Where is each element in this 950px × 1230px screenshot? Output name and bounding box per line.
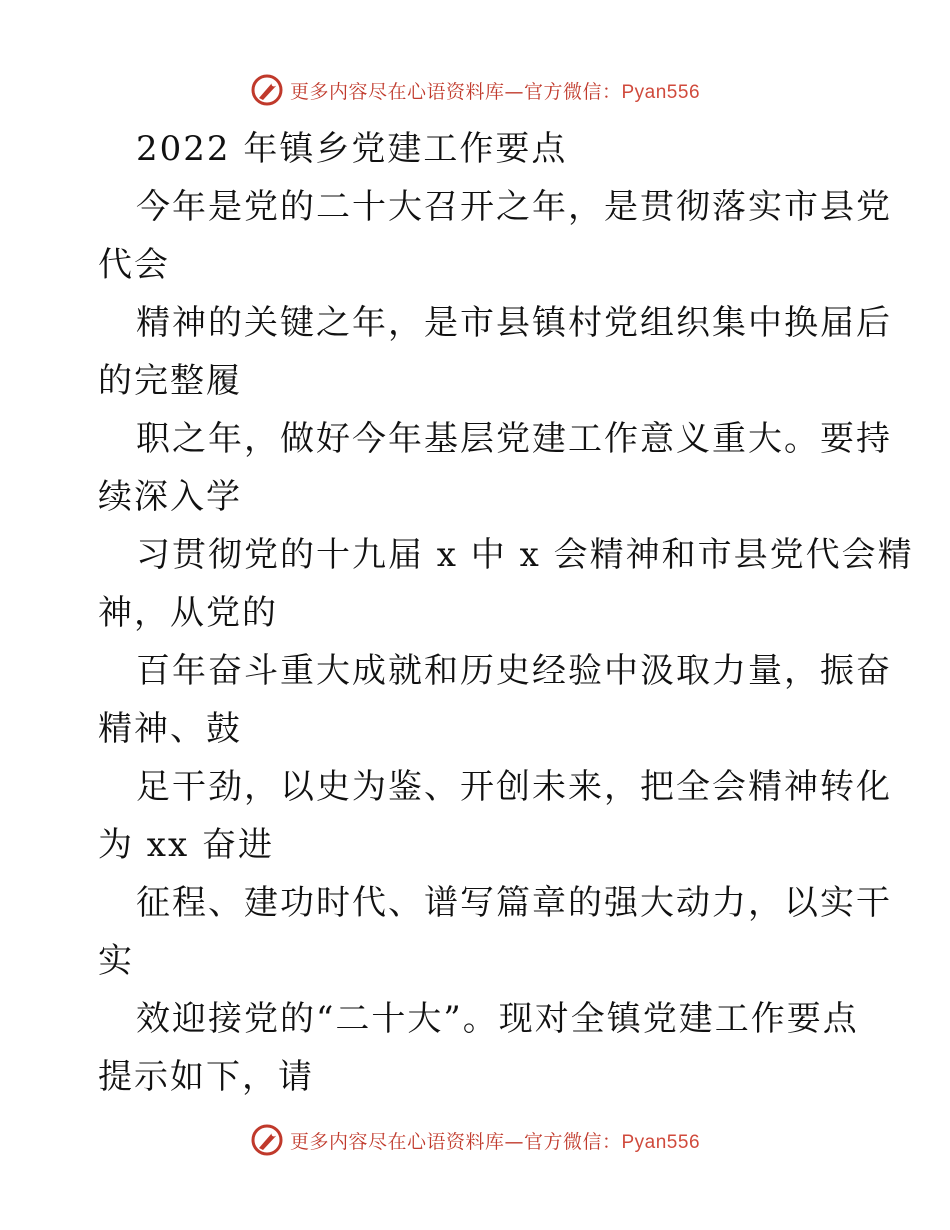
paragraph-line: 足干劲，以史为鉴、开创未来，把全会精神转化	[136, 767, 892, 807]
paragraph-line: 实	[98, 941, 134, 981]
banner-separator: —	[504, 80, 524, 103]
paragraph-line: 提示如下，请	[98, 1057, 314, 1097]
banner-contact-label: 官方微信：	[523, 1130, 622, 1153]
banner-slogan: 更多内容尽在心语资料库	[289, 80, 505, 103]
banner-text	[290, 1127, 700, 1154]
paragraph-line: 神，从党的	[98, 593, 278, 633]
pen-logo-icon	[250, 1123, 284, 1157]
paragraph-line: 精神的关键之年，是市县镇村党组织集中换届后	[136, 303, 892, 343]
footer-banner	[0, 1120, 950, 1160]
banner-contact-id: Pyan556	[621, 81, 701, 103]
pen-logo-icon	[250, 73, 284, 107]
header-banner	[0, 70, 950, 110]
paragraph-line: 为 xx 奋进	[98, 825, 274, 865]
paragraph-line: 的完整履	[98, 361, 242, 401]
paragraph-line: 续深入学	[98, 477, 242, 517]
banner-separator: —	[504, 1130, 524, 1153]
paragraph-line: 百年奋斗重大成就和历史经验中汲取力量，振奋	[136, 651, 892, 691]
paragraph-line: 精神、鼓	[98, 709, 242, 749]
document-title: 2022 年镇乡党建工作要点	[136, 129, 568, 169]
paragraph-line: 征程、建功时代、谱写篇章的强大动力，以实干	[136, 883, 892, 923]
banner-slogan: 更多内容尽在心语资料库	[289, 1130, 505, 1153]
paragraph-line: 职之年，做好今年基层党建工作意义重大。要持	[136, 419, 892, 459]
document-body	[98, 120, 914, 1106]
banner-contact-id: Pyan556	[621, 1131, 701, 1153]
banner-text	[290, 77, 700, 104]
banner-contact-label: 官方微信：	[523, 80, 622, 103]
paragraph-line: 今年是党的二十大召开之年，是贯彻落实市县党	[136, 187, 892, 227]
paragraph-line: 效迎接党的“二十大”。现对全镇党建工作要点	[136, 999, 859, 1039]
paragraph-line: 习贯彻党的十九届 x 中 x 会精神和市县党代会精	[136, 535, 914, 575]
paragraph-line: 代会	[98, 245, 170, 285]
